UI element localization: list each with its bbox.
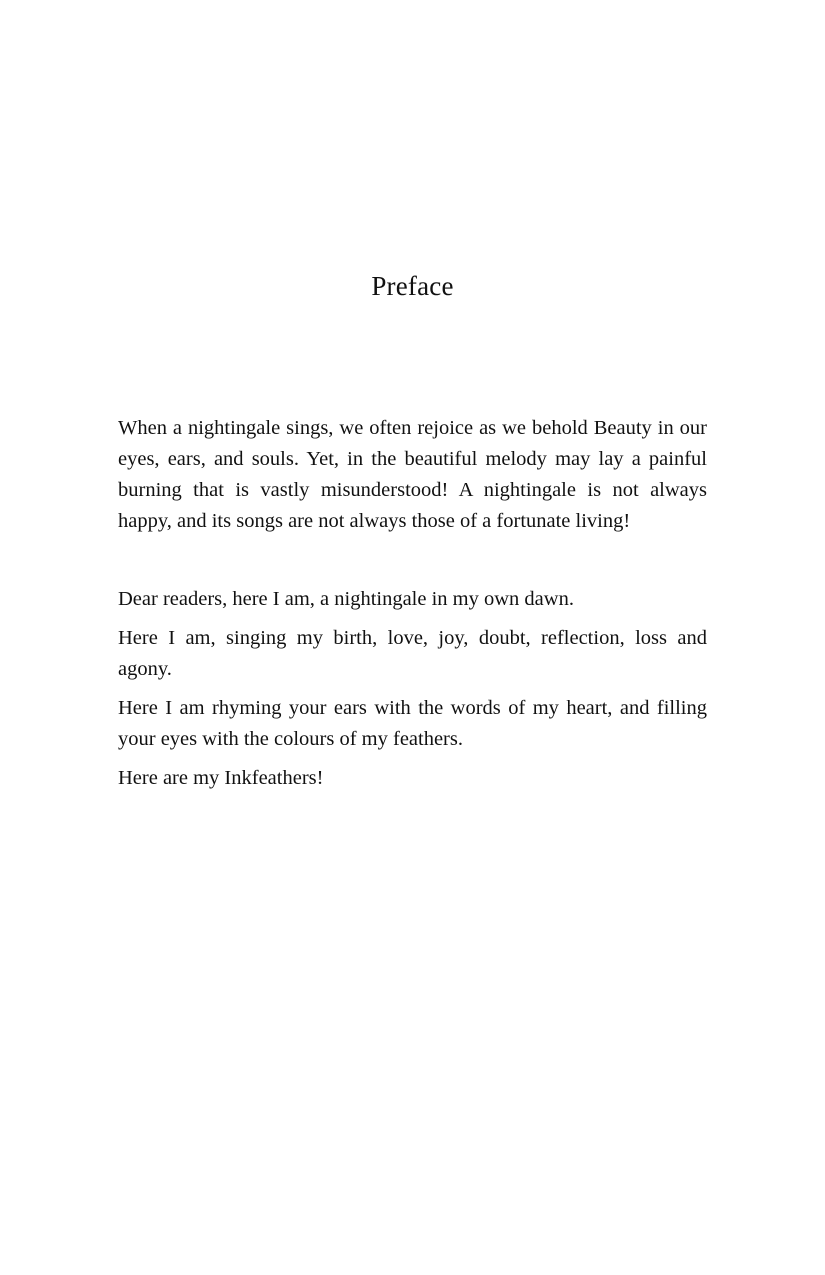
paragraph-singing: Here I am, singing my birth, love, joy, doubt, reflection, loss and agony. (118, 627, 707, 680)
page-title: Preface (371, 271, 454, 301)
paragraph-dear-readers: Dear readers, here I am, a nightingale in my own dawn. (118, 588, 574, 610)
paragraph-intro: When a nightingale sings, we often rejoice as we behold Beauty in our eyes, ears, and souls. Yet, in the beautiful melody may lay a painful burning that is vastly misunderstood! A nightingale is not always happy, and its songs are not always those of a fortunate living! (118, 417, 707, 532)
paragraph-rhyming: Here I am rhyming your ears with the words of my heart, and filling your eyes with the colours of my feathers. (118, 697, 707, 750)
paragraph-inkfeathers: Here are my Inkfeathers! (118, 767, 324, 789)
preface-body (118, 413, 707, 802)
